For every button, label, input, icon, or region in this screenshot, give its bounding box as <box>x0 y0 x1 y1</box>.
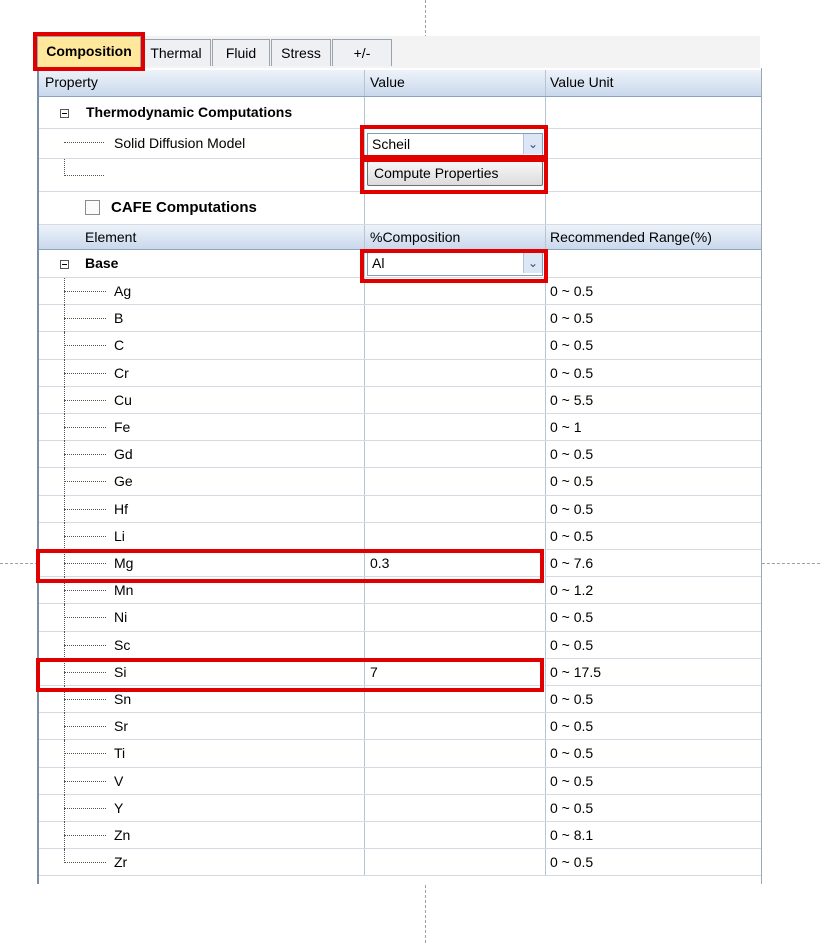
composition-column-header[interactable]: %Composition <box>365 225 546 249</box>
compute-properties-button[interactable]: Compute Properties <box>367 161 543 186</box>
element-composition-input[interactable] <box>365 604 546 630</box>
element-name: Mg <box>39 550 365 576</box>
collapse-minus-icon[interactable] <box>60 109 69 118</box>
element-row-zn[interactable] <box>39 822 761 849</box>
base-row <box>39 250 761 278</box>
element-name: Zn <box>39 822 365 848</box>
element-composition-input[interactable] <box>365 523 546 549</box>
element-row-ti[interactable] <box>39 740 761 767</box>
thermo-section-label: Thermodynamic Computations <box>39 97 365 128</box>
element-composition-input[interactable] <box>365 278 546 304</box>
element-name: B <box>39 305 365 331</box>
element-row-li[interactable] <box>39 523 761 550</box>
element-row-gd[interactable] <box>39 441 761 468</box>
element-composition-input[interactable] <box>365 686 546 712</box>
element-composition-input[interactable] <box>365 468 546 494</box>
compute-row <box>39 159 761 192</box>
element-recommended-range: 0 ~ 8.1 <box>550 827 594 843</box>
element-composition-input[interactable] <box>365 740 546 766</box>
element-name: Ti <box>39 740 365 766</box>
base-label: Base <box>39 250 365 277</box>
solid-diffusion-select[interactable] <box>367 133 543 157</box>
tab-add-remove[interactable]: +/- <box>332 39 392 66</box>
element-name: Fe <box>39 414 365 440</box>
element-name: Ag <box>39 278 365 304</box>
element-row-mn[interactable] <box>39 577 761 604</box>
tab-fluid[interactable]: Fluid <box>212 39 270 66</box>
element-composition-input[interactable] <box>365 387 546 413</box>
element-composition-input[interactable] <box>365 441 546 467</box>
solid-diffusion-row <box>39 129 761 159</box>
tab-thermal[interactable]: Thermal <box>141 39 211 66</box>
element-name: Zr <box>39 849 365 875</box>
tab-bar <box>35 36 760 68</box>
element-recommended-range: 0 ~ 0.5 <box>550 691 594 707</box>
element-column-header[interactable]: Element <box>39 225 365 249</box>
element-recommended-range: 0 ~ 0.5 <box>550 283 594 299</box>
element-row-cu[interactable] <box>39 387 761 414</box>
element-composition-input[interactable] <box>365 577 546 603</box>
element-header-row <box>39 225 761 250</box>
element-recommended-range: 0 ~ 7.6 <box>550 555 594 571</box>
element-recommended-range: 0 ~ 0.5 <box>550 745 594 762</box>
element-recommended-range: 0 ~ 0.5 <box>550 527 594 544</box>
element-name: Sc <box>39 632 365 658</box>
element-recommended-range: 0 ~ 0.5 <box>550 609 594 626</box>
element-name: Li <box>39 523 365 549</box>
element-row-sr[interactable] <box>39 713 761 740</box>
element-composition-input[interactable] <box>365 414 546 440</box>
base-element-value: Al <box>372 255 385 271</box>
element-recommended-range: 0 ~ 17.5 <box>550 663 601 680</box>
element-composition-input[interactable] <box>365 360 546 386</box>
element-row-c[interactable] <box>39 332 761 359</box>
value-column-header[interactable]: Value <box>365 70 546 96</box>
element-row-hf[interactable] <box>39 496 761 523</box>
element-name: Hf <box>39 496 365 522</box>
element-composition-input[interactable] <box>365 632 546 658</box>
element-composition-input[interactable] <box>365 332 546 358</box>
element-recommended-range: 0 ~ 0.5 <box>550 364 594 381</box>
element-row-zr[interactable] <box>39 849 761 876</box>
element-row-ge[interactable] <box>39 468 761 495</box>
element-row-v[interactable] <box>39 768 761 795</box>
element-composition-input[interactable]: 0.3 <box>365 550 546 576</box>
element-row-cr[interactable] <box>39 360 761 387</box>
element-composition-input[interactable] <box>365 849 546 875</box>
element-name: Sn <box>39 686 365 712</box>
element-row-fe[interactable] <box>39 414 761 441</box>
element-recommended-range: 0 ~ 0.5 <box>550 337 594 354</box>
element-name: C <box>39 332 365 358</box>
property-header-row <box>39 70 761 97</box>
element-composition-input[interactable] <box>365 795 546 821</box>
base-element-select[interactable] <box>367 252 543 276</box>
element-composition-input[interactable] <box>365 768 546 794</box>
element-row-sc[interactable] <box>39 632 761 659</box>
range-column-header[interactable]: Recommended Range(%) <box>550 229 712 245</box>
solid-diffusion-label: Solid Diffusion Model <box>39 129 365 158</box>
element-recommended-range: 0 ~ 0.5 <box>550 718 594 735</box>
thermo-section-row <box>39 97 761 129</box>
element-recommended-range: 0 ~ 0.5 <box>550 473 594 490</box>
element-composition-input[interactable] <box>365 305 546 331</box>
element-recommended-range: 0 ~ 1.2 <box>550 582 594 599</box>
element-name: V <box>39 768 365 794</box>
element-row-ag[interactable] <box>39 278 761 305</box>
element-row-b[interactable] <box>39 305 761 332</box>
element-recommended-range: 0 ~ 1 <box>550 419 582 435</box>
element-row-y[interactable] <box>39 795 761 822</box>
element-name: Mn <box>39 577 365 603</box>
element-name: Cr <box>39 360 365 386</box>
element-name: Y <box>39 795 365 821</box>
element-recommended-range: 0 ~ 0.5 <box>550 799 594 816</box>
property-grid <box>37 68 762 884</box>
element-recommended-range: 0 ~ 0.5 <box>550 854 594 871</box>
element-name: Sr <box>39 713 365 739</box>
element-recommended-range: 0 ~ 0.5 <box>550 446 594 463</box>
element-recommended-range: 0 ~ 5.5 <box>550 391 594 408</box>
element-composition-input[interactable] <box>365 713 546 739</box>
solid-diffusion-value: Scheil <box>372 136 411 152</box>
element-name: Ge <box>39 468 365 494</box>
element-row-mg[interactable] <box>39 550 761 577</box>
cafe-label: CAFE Computations <box>39 192 365 224</box>
element-recommended-range: 0 ~ 0.5 <box>550 310 594 327</box>
tab-stress[interactable]: Stress <box>271 39 331 66</box>
property-column-header[interactable]: Property <box>39 70 365 96</box>
element-row-si[interactable] <box>39 659 761 686</box>
element-name: Gd <box>39 441 365 467</box>
element-recommended-range: 0 ~ 0.5 <box>550 772 594 789</box>
element-recommended-range: 0 ~ 0.5 <box>550 636 594 653</box>
element-name: Si <box>39 659 365 685</box>
element-composition-input[interactable]: 7 <box>365 659 546 685</box>
element-name: Cu <box>39 387 365 413</box>
cafe-row <box>39 192 761 225</box>
element-recommended-range: 0 ~ 0.5 <box>550 500 594 517</box>
unit-column-header[interactable]: Value Unit <box>550 74 614 90</box>
chevron-down-icon[interactable]: ⌄ <box>523 253 542 273</box>
cafe-checkbox[interactable] <box>85 200 100 215</box>
tab-composition[interactable]: Composition <box>37 36 141 67</box>
chevron-down-icon[interactable]: ⌄ <box>523 134 542 154</box>
element-composition-input[interactable] <box>365 496 546 522</box>
element-composition-input[interactable] <box>365 822 546 848</box>
element-row-sn[interactable] <box>39 686 761 713</box>
element-name: Ni <box>39 604 365 630</box>
element-row-ni[interactable] <box>39 604 761 631</box>
